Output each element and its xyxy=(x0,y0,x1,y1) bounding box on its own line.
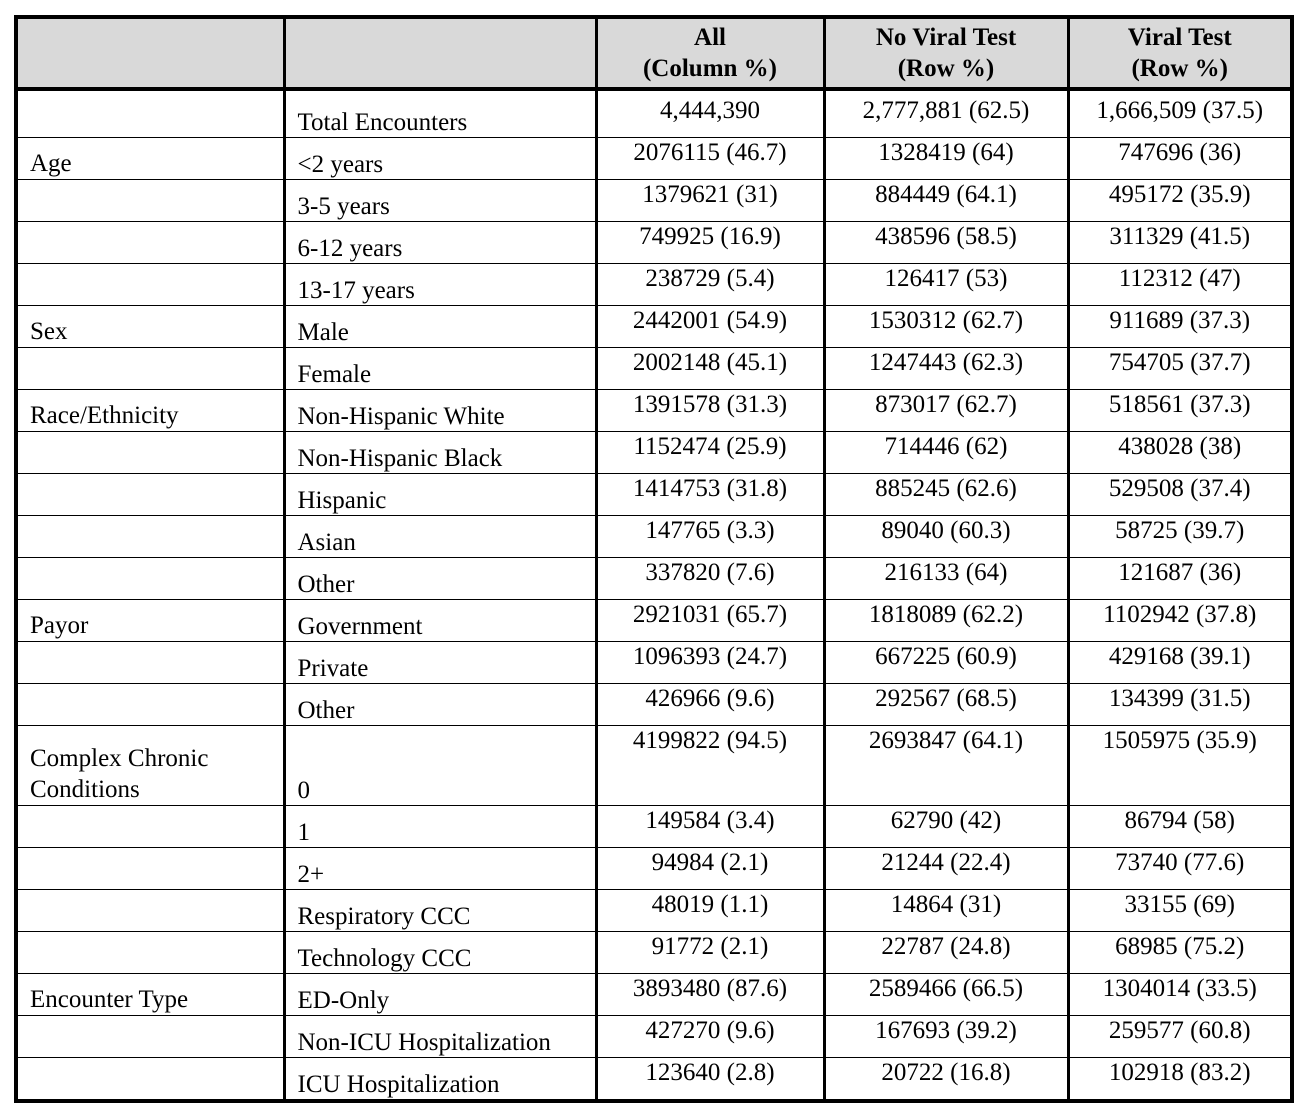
cell-all: 1391578 (31.3) xyxy=(596,390,824,432)
table-row xyxy=(16,642,1292,684)
row-category xyxy=(16,89,284,138)
cell-all: 4199822 (94.5) xyxy=(596,726,824,806)
cell-all: 94984 (2.1) xyxy=(596,848,824,890)
table-row xyxy=(16,1058,1292,1102)
cell-viral-test: 747696 (36) xyxy=(1068,138,1292,180)
cell-no-viral-test: 2,777,881 (62.5) xyxy=(824,89,1068,138)
row-category xyxy=(16,848,284,890)
row-subcategory: ICU Hospitalization xyxy=(284,1058,596,1102)
cell-viral-test: 518561 (37.3) xyxy=(1068,390,1292,432)
cell-no-viral-test: 126417 (53) xyxy=(824,264,1068,306)
cell-viral-test: 121687 (36) xyxy=(1068,558,1292,600)
cell-viral-test: 1304014 (33.5) xyxy=(1068,974,1292,1016)
cell-all: 1379621 (31) xyxy=(596,180,824,222)
cell-viral-test: 259577 (60.8) xyxy=(1068,1016,1292,1058)
table-row xyxy=(16,806,1292,848)
cell-all: 1096393 (24.7) xyxy=(596,642,824,684)
row-subcategory: Non-ICU Hospitalization xyxy=(284,1016,596,1058)
row-category xyxy=(16,1058,284,1102)
table-row xyxy=(16,222,1292,264)
cell-all: 749925 (16.9) xyxy=(596,222,824,264)
cell-no-viral-test: 885245 (62.6) xyxy=(824,474,1068,516)
cell-viral-test: 311329 (41.5) xyxy=(1068,222,1292,264)
row-subcategory: 1 xyxy=(284,806,596,848)
table-row xyxy=(16,516,1292,558)
table-row xyxy=(16,890,1292,932)
cell-all: 238729 (5.4) xyxy=(596,264,824,306)
cell-no-viral-test: 1818089 (62.2) xyxy=(824,600,1068,642)
cell-all: 149584 (3.4) xyxy=(596,806,824,848)
cell-all: 147765 (3.3) xyxy=(596,516,824,558)
row-category xyxy=(16,806,284,848)
cell-no-viral-test: 2589466 (66.5) xyxy=(824,974,1068,1016)
table-row xyxy=(16,432,1292,474)
cell-all: 2076115 (46.7) xyxy=(596,138,824,180)
row-category: Age xyxy=(16,138,284,180)
row-subcategory: 3-5 years xyxy=(284,180,596,222)
table-row xyxy=(16,932,1292,974)
cell-all: 123640 (2.8) xyxy=(596,1058,824,1102)
row-subcategory: Asian xyxy=(284,516,596,558)
table-row xyxy=(16,600,1292,642)
cell-no-viral-test: 216133 (64) xyxy=(824,558,1068,600)
cell-all: 2921031 (65.7) xyxy=(596,600,824,642)
cell-all: 1414753 (31.8) xyxy=(596,474,824,516)
table-row xyxy=(16,390,1292,432)
cell-viral-test: 33155 (69) xyxy=(1068,890,1292,932)
row-subcategory: Private xyxy=(284,642,596,684)
table-row xyxy=(16,306,1292,348)
header-no-viral-test xyxy=(824,17,1068,89)
cell-no-viral-test: 21244 (22.4) xyxy=(824,848,1068,890)
row-subcategory: 2+ xyxy=(284,848,596,890)
cell-viral-test: 73740 (77.6) xyxy=(1068,848,1292,890)
row-subcategory: Other xyxy=(284,558,596,600)
row-subcategory: 6-12 years xyxy=(284,222,596,264)
header-subcategory xyxy=(284,17,596,89)
cell-all: 91772 (2.1) xyxy=(596,932,824,974)
header-viral-test xyxy=(1068,17,1292,89)
cell-all: 3893480 (87.6) xyxy=(596,974,824,1016)
encounters-table xyxy=(14,15,1294,1103)
cell-no-viral-test: 292567 (68.5) xyxy=(824,684,1068,726)
row-subcategory: Non-Hispanic Black xyxy=(284,432,596,474)
cell-all: 426966 (9.6) xyxy=(596,684,824,726)
header-no-viral-title: No Viral Test xyxy=(875,24,1017,51)
table-row xyxy=(16,264,1292,306)
row-subcategory: Hispanic xyxy=(284,474,596,516)
row-subcategory: Other xyxy=(284,684,596,726)
cell-viral-test: 911689 (37.3) xyxy=(1068,306,1292,348)
cell-all: 4,444,390 xyxy=(596,89,824,138)
header-row xyxy=(16,17,1292,89)
cell-viral-test: 58725 (39.7) xyxy=(1068,516,1292,558)
cell-viral-test: 438028 (38) xyxy=(1068,432,1292,474)
cell-all: 2442001 (54.9) xyxy=(596,306,824,348)
cell-viral-test: 68985 (75.2) xyxy=(1068,932,1292,974)
cell-all: 48019 (1.1) xyxy=(596,890,824,932)
cell-no-viral-test: 714446 (62) xyxy=(824,432,1068,474)
table-row xyxy=(16,558,1292,600)
cell-viral-test: 529508 (37.4) xyxy=(1068,474,1292,516)
cell-no-viral-test: 62790 (42) xyxy=(824,806,1068,848)
row-subcategory: Female xyxy=(284,348,596,390)
header-all-unit: (Column %) xyxy=(642,55,778,82)
cell-all: 2002148 (45.1) xyxy=(596,348,824,390)
cell-all: 337820 (7.6) xyxy=(596,558,824,600)
cell-no-viral-test: 1247443 (62.3) xyxy=(824,348,1068,390)
row-subcategory: Male xyxy=(284,306,596,348)
cell-no-viral-test: 167693 (39.2) xyxy=(824,1016,1068,1058)
row-category xyxy=(16,264,284,306)
row-subcategory: Technology CCC xyxy=(284,932,596,974)
cell-viral-test: 1102942 (37.8) xyxy=(1068,600,1292,642)
cell-viral-test: 102918 (83.2) xyxy=(1068,1058,1292,1102)
cell-no-viral-test: 2693847 (64.1) xyxy=(824,726,1068,806)
header-viral-title: Viral Test xyxy=(1127,24,1232,51)
table-row xyxy=(16,848,1292,890)
row-category xyxy=(16,222,284,264)
header-viral-unit: (Row %) xyxy=(1131,55,1228,82)
row-category xyxy=(16,932,284,974)
table-row xyxy=(16,726,1292,806)
row-subcategory: Respiratory CCC xyxy=(284,890,596,932)
row-category: Race/Ethnicity xyxy=(16,390,284,432)
table-row xyxy=(16,474,1292,516)
row-subcategory: Total Encounters xyxy=(284,89,596,138)
cell-no-viral-test: 1328419 (64) xyxy=(824,138,1068,180)
row-category xyxy=(16,558,284,600)
row-category xyxy=(16,474,284,516)
row-category xyxy=(16,180,284,222)
cell-no-viral-test: 89040 (60.3) xyxy=(824,516,1068,558)
header-no-viral-unit: (Row %) xyxy=(897,55,995,82)
cell-no-viral-test: 20722 (16.8) xyxy=(824,1058,1068,1102)
cell-viral-test: 1,666,509 (37.5) xyxy=(1068,89,1292,138)
cell-no-viral-test: 1530312 (62.7) xyxy=(824,306,1068,348)
table-row xyxy=(16,684,1292,726)
row-subcategory: 13-17 years xyxy=(284,264,596,306)
cell-all: 1152474 (25.9) xyxy=(596,432,824,474)
row-category: Payor xyxy=(16,600,284,642)
row-category xyxy=(16,348,284,390)
row-category: Complex Chronic Conditions xyxy=(16,726,284,806)
table-row xyxy=(16,974,1292,1016)
row-subcategory: <2 years xyxy=(284,138,596,180)
row-category xyxy=(16,890,284,932)
row-subcategory: 0 xyxy=(284,726,596,806)
cell-no-viral-test: 14864 (31) xyxy=(824,890,1068,932)
row-category xyxy=(16,642,284,684)
cell-viral-test: 86794 (58) xyxy=(1068,806,1292,848)
row-category xyxy=(16,1016,284,1058)
table-header xyxy=(16,17,1292,89)
row-category: Sex xyxy=(16,306,284,348)
table-row xyxy=(16,348,1292,390)
row-category: Encounter Type xyxy=(16,974,284,1016)
header-category xyxy=(16,17,284,89)
cell-viral-test: 495172 (35.9) xyxy=(1068,180,1292,222)
row-category xyxy=(16,432,284,474)
row-subcategory: Non-Hispanic White xyxy=(284,390,596,432)
header-all xyxy=(596,17,824,89)
cell-viral-test: 134399 (31.5) xyxy=(1068,684,1292,726)
cell-no-viral-test: 884449 (64.1) xyxy=(824,180,1068,222)
table-row xyxy=(16,1016,1292,1058)
table-body xyxy=(16,89,1292,1101)
row-category xyxy=(16,684,284,726)
table-row xyxy=(16,180,1292,222)
cell-no-viral-test: 873017 (62.7) xyxy=(824,390,1068,432)
cell-all: 427270 (9.6) xyxy=(596,1016,824,1058)
cell-viral-test: 112312 (47) xyxy=(1068,264,1292,306)
cell-no-viral-test: 438596 (58.5) xyxy=(824,222,1068,264)
header-all-title: All xyxy=(694,24,726,51)
cell-no-viral-test: 22787 (24.8) xyxy=(824,932,1068,974)
table-row xyxy=(16,89,1292,138)
row-subcategory: Government xyxy=(284,600,596,642)
cell-no-viral-test: 667225 (60.9) xyxy=(824,642,1068,684)
row-subcategory: ED-Only xyxy=(284,974,596,1016)
encounters-table-container xyxy=(14,15,1290,1103)
row-category xyxy=(16,516,284,558)
table-row xyxy=(16,138,1292,180)
cell-viral-test: 1505975 (35.9) xyxy=(1068,726,1292,806)
cell-viral-test: 754705 (37.7) xyxy=(1068,348,1292,390)
cell-viral-test: 429168 (39.1) xyxy=(1068,642,1292,684)
